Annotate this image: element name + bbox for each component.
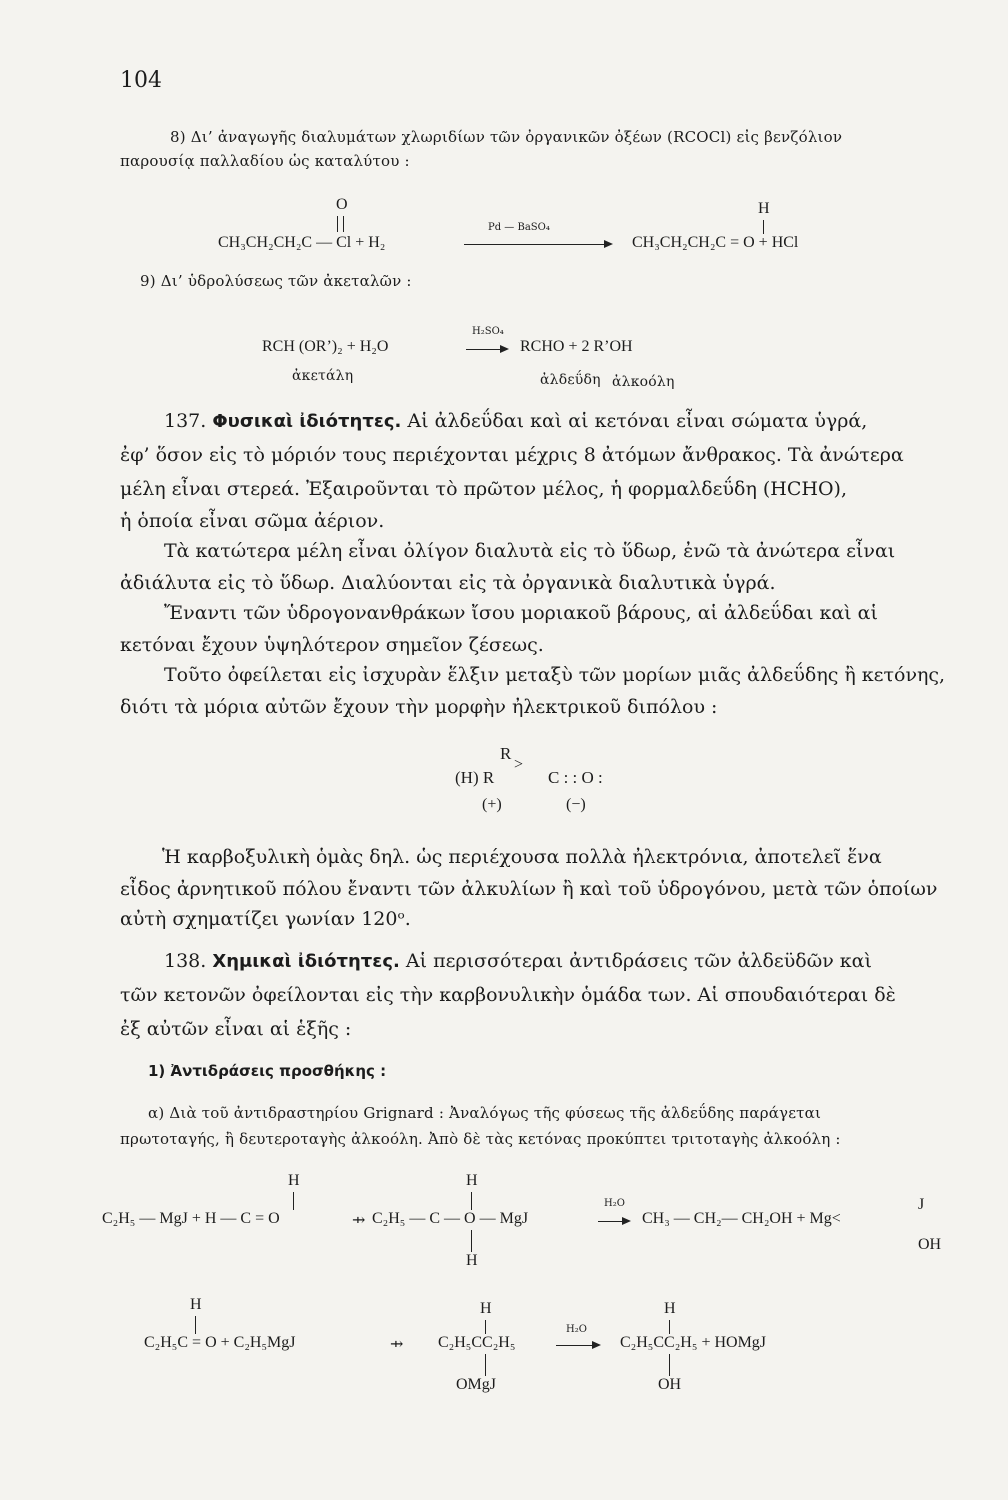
dipole-bond: >	[514, 756, 524, 773]
section-137-line-7: κετόναι ἔχουν ὑψηλότερον σημεῖον ζέσεως.	[120, 634, 544, 656]
eq1-left: C₂H₅ — MgJ + H — C = O	[102, 1210, 280, 1227]
section-137-after-line-1: εἶδος ἀρνητικοῦ πόλου ἔναντι τῶν ἀλκυλίων ἢ καὶ τοῦ ὑδρογόνου, μετὰ τῶν ὁποίων	[120, 878, 938, 900]
eq1-mid: C₂H₅ — C — O — MgJ	[372, 1210, 529, 1227]
item9-label-alcohol: ἀλκοόλη	[612, 374, 675, 390]
section-137-line-0: Αἱ ἀλδεΰδαι καὶ αἱ κετόναι εἶναι σώματα ὑγρά,	[407, 410, 868, 432]
section-137-line-2: μέλη εἶναι στερεά. Ἐξαιροῦνται τὸ πρῶτον μέλος, ἡ φορμαλδεΰδη (HCHO),	[120, 478, 848, 500]
item8-product-h: H	[758, 200, 770, 217]
item9-label-aldehyde: ἀλδεΰδη	[540, 372, 601, 388]
section-137-after-line-2: αὐτὴ σχηματίζει γωνίαν 120ᵒ.	[120, 908, 411, 930]
dipole-right: C : : O :	[548, 768, 603, 787]
item8-text-line2: παρουσίᾳ παλλαδίου ὡς καταλύτου :	[120, 152, 410, 170]
dipole-r-top: R	[500, 744, 512, 763]
section-137-title: Φυσικαὶ ἰδιότητες.	[212, 411, 402, 432]
item9-catalyst: H₂SO₄	[472, 326, 504, 337]
eq1-arrow-symbol: ⇸	[352, 1212, 366, 1229]
eq2-oh: OH	[658, 1376, 682, 1393]
item8-catalyst: Pd — BaSO₄	[488, 222, 550, 233]
eq2-h1: H	[190, 1296, 202, 1313]
eq1-over: H₂O	[604, 1198, 625, 1209]
section-137-after-line-0: Ἡ καρβοξυλικὴ ὁμὰς δηλ. ὡς περιέχουσα πολλὰ ἠλεκτρόνια, ἀποτελεῖ ἕνα	[162, 846, 882, 868]
item8-reactant: CH₃CH₂CH₂C — Cl + H₂	[218, 234, 386, 251]
section-138-line-2: ἐξ αὐτῶν εἶναι αἱ ἑξῆς :	[120, 1018, 352, 1040]
eq2-arrow-head	[592, 1341, 601, 1349]
eq2-left: C₂H₅C = O + C₂H₅MgJ	[144, 1334, 296, 1351]
eq1-right: CH₃ — CH₂— CH₂OH + Mg<	[642, 1210, 841, 1227]
eq1-h2: H	[466, 1172, 478, 1189]
section-138-number: 138.	[164, 950, 207, 972]
item8-product-bond	[763, 220, 764, 234]
eq1-bond1	[293, 1192, 294, 1210]
item9-label-acetal: ἀκετάλη	[292, 368, 354, 384]
eq2-mid: C₂H₅CC₂H₅	[438, 1334, 516, 1351]
item8-text-line1: 8) Δι’ ἀναγωγῆς διαλυμάτων χλωριδίων τῶν ὀργανικῶν ὀξέων (RCOCl) εἰς βενζόλιον	[170, 128, 843, 146]
dipole-minus: (−)	[566, 796, 586, 813]
section-137-heading	[164, 410, 867, 432]
eq1-oh: OH	[918, 1236, 942, 1253]
eq2-over: H₂O	[566, 1324, 587, 1335]
page-number: 104	[120, 68, 162, 93]
alpha-line-1: πρωτοταγής, ἢ δευτεροταγὴς ἀλκοόλη. Ἀπὸ δὲ τὰς κετόνας προκύπτει τριτοταγὴς ἀλκοόλη :	[120, 1130, 841, 1148]
eq2-h3: H	[664, 1300, 676, 1317]
item8-product: CH₃CH₂CH₂C = O + HCl	[632, 234, 799, 251]
eq1-bond2	[471, 1192, 472, 1210]
eq2-bond1	[195, 1316, 196, 1334]
eq2-bond4	[485, 1354, 486, 1376]
dipole-plus: (+)	[482, 796, 502, 813]
eq2-bond2	[485, 1320, 486, 1334]
item9-text: 9) Δι’ ὑδρολύσεως τῶν ἀκεταλῶν :	[140, 272, 412, 290]
eq2-omgj: OMgJ	[456, 1376, 497, 1393]
dipole-left: (H) R	[455, 768, 495, 787]
item8-arrow-head	[604, 240, 613, 248]
item9-arrow-head	[500, 345, 509, 353]
alpha-line-0: α) Διὰ τοῦ ἀντιδραστηρίου Grignard : Ἀναλόγως τῆς φύσεως τῆς ἀλδεΰδης παράγεται	[148, 1104, 822, 1122]
eq1-j: J	[918, 1196, 925, 1213]
section-137-number: 137.	[164, 410, 207, 432]
item8-carbonyl-o: O	[336, 196, 348, 213]
item9-arrow	[466, 349, 500, 350]
eq1-h1: H	[288, 1172, 300, 1189]
eq2-arrow	[556, 1345, 592, 1346]
section-137-line-9: διότι τὰ μόρια αὐτῶν ἔχουν τὴν μορφὴν ἠλεκτρικοῦ διπόλου :	[120, 696, 718, 718]
eq2-right: C₂H₅CC₂H₅ + HOMgJ	[620, 1334, 767, 1351]
section-138-line-1: τῶν κετονῶν ὀφείλονται εἰς τὴν καρβονυλικὴν ὁμάδα των. Αἱ σπουδαιότεραι δὲ	[120, 984, 896, 1006]
section-137-line-5: ἀδιάλυτα εἰς τὸ ὕδωρ. Διαλύονται εἰς τὰ ὀργανικὰ διαλυτικὰ ὑγρά.	[120, 572, 776, 594]
section-138-line-0: Αἱ περισσότεραι ἀντιδράσεις τῶν ἀλδεϋδῶν καὶ	[405, 950, 872, 972]
eq1-arrow	[598, 1221, 622, 1222]
section-137-line-8: Τοῦτο ὀφείλεται εἰς ἰσχυρὰν ἕλξιν μεταξὺ τῶν μορίων μιᾶς ἀλδεΰδης ἢ κετόνης,	[164, 664, 946, 686]
eq1-arrow-head	[622, 1217, 631, 1225]
eq1-h3: H	[466, 1252, 478, 1269]
eq2-h2: H	[480, 1300, 492, 1317]
section-137-line-1: ἐφ’ ὅσον εἰς τὸ μόριόν τους περιέχονται μέχρις 8 ἀτόμων ἄνθρακος. Τὰ ἀνώτερα	[120, 444, 904, 466]
item8-arrow	[464, 244, 604, 245]
eq2-bond3	[669, 1320, 670, 1334]
item8-double-bond	[337, 216, 344, 232]
eq2-arrow-symbol: ⇸	[390, 1336, 404, 1353]
section-137-line-6: Ἔναντι τῶν ὑδρογονανθράκων ἴσου μοριακοῦ βάρους, αἱ ἀλδεΰδαι καὶ αἱ	[164, 602, 878, 624]
section-138-title: Χημικαὶ ἰδιότητες.	[212, 951, 400, 972]
item9-products: RCHO + 2 R’OH	[520, 338, 633, 355]
eq1-bond3	[471, 1230, 472, 1252]
subheading-addition-reactions: 1) Ἀντιδράσεις προσθήκης :	[148, 1062, 387, 1080]
eq2-bond5	[669, 1354, 670, 1376]
section-138-heading	[164, 950, 872, 972]
section-137-line-4: Τὰ κατώτερα μέλη εἶναι ὀλίγον διαλυτὰ εἰς τὸ ὕδωρ, ἐνῶ τὰ ἀνώτερα εἶναι	[164, 540, 896, 562]
section-137-line-3: ἡ ὁποία εἶναι σῶμα ἀέριον.	[120, 510, 385, 532]
item9-equation: RCH (OR’)₂ + H₂O	[262, 338, 389, 355]
